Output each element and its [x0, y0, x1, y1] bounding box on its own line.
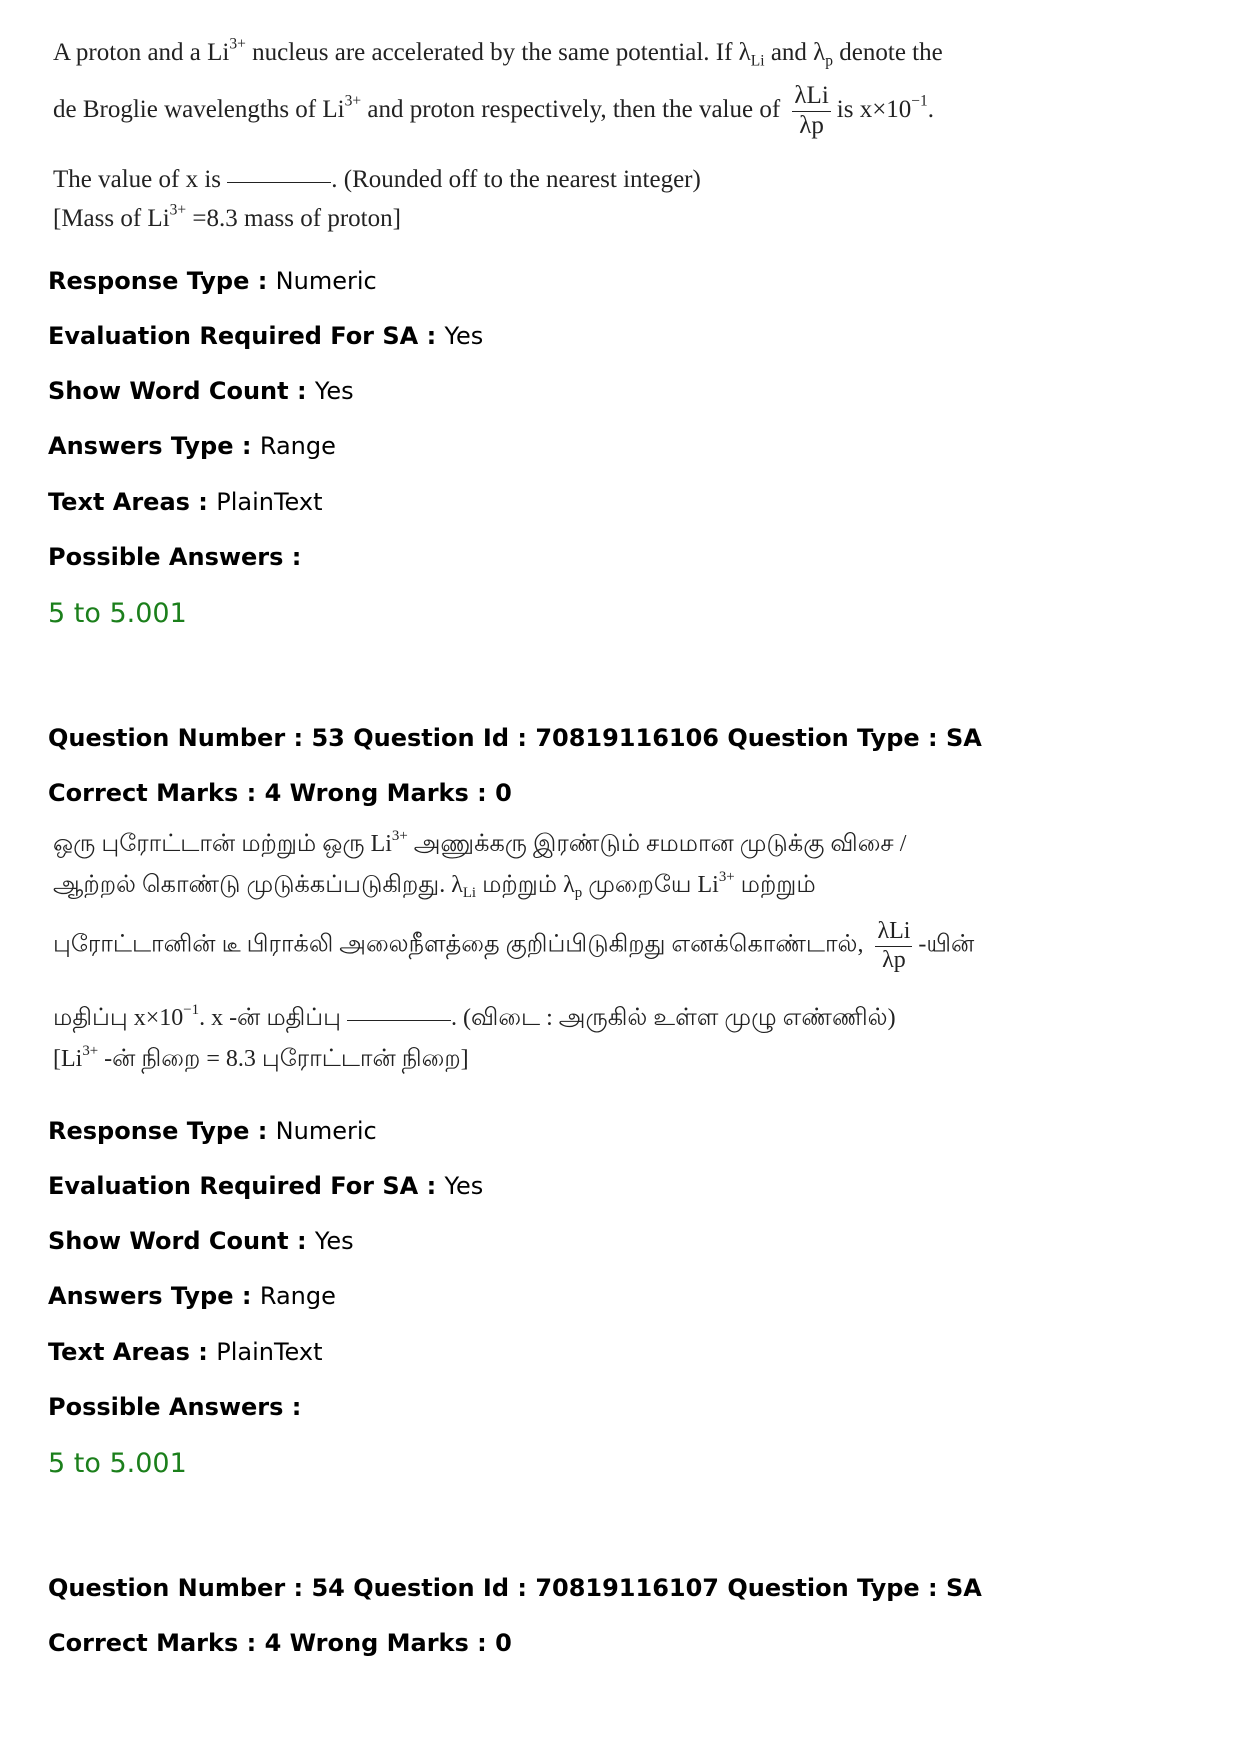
q53-possible-answers-label: Possible Answers : [48, 1393, 302, 1421]
answer-blank [347, 1019, 451, 1021]
q53-answers-type: Answers Type : Range [48, 1282, 336, 1310]
q53-header: Question Number : 53 Question Id : 70819116106 Question Type : SA [48, 724, 982, 752]
q53-tamil-line-2: ஆற்றல் கொண்டு முடுக்கப்படுகிறது. $\lambda_{Li}$ மற்றும் $\lambda_p$ முறையே $Li^{3+}$ மற்றும் [53, 868, 816, 902]
q53-fraction: $\frac{\text{λLi}}{\lambda p}$ [877, 918, 911, 973]
q52-line-3: The value of x is . (Rounded off to the nearest integer) [53, 166, 701, 193]
q52-show-word-count: Show Word Count : Yes [48, 377, 354, 405]
q52-text-areas: Text Areas : PlainText [48, 488, 323, 516]
q54-header: Question Number : 54 Question Id : 70819116107 Question Type : SA [48, 1574, 982, 1602]
q53-evaluation-required: Evaluation Required For SA : Yes [48, 1172, 484, 1200]
q52-possible-answer: 5 to 5.001 [48, 598, 187, 629]
q53-marks: Correct Marks : 4 Wrong Marks : 0 [48, 779, 512, 807]
q53-show-word-count: Show Word Count : Yes [48, 1227, 354, 1255]
q53-tamil-line-5: [$Li^{3+}$ -ன் நிறை = 8.3 புரோட்டான் நிறை] [53, 1042, 469, 1072]
q52-answers-type: Answers Type : Range [48, 432, 336, 460]
q52-line-4: [Mass of $Li^{3+} =8.3$ mass of proton] [53, 201, 401, 232]
q53-text-areas: Text Areas : PlainText [48, 1338, 323, 1366]
q52-line-1: A proton and a $Li^{3+}$ nucleus are accelerated by the same potential. If $\lambda_{Li}$ and $\lambda_p$ denote the [53, 35, 943, 70]
q53-possible-answer: 5 to 5.001 [48, 1448, 187, 1479]
q52-line-2: de Broglie wavelengths of $Li^{3+}$ and proton respectively, then the value of $\frac{\text{λLi}}{\lambda p}$ is $x\times 10^{-1}$. [53, 82, 935, 139]
q54-marks: Correct Marks : 4 Wrong Marks : 0 [48, 1629, 512, 1657]
q52-response-type: Response Type : Numeric [48, 267, 377, 295]
q53-tamil-line-3: புரோட்டானின் டீ பிராக்லி அலைநீளத்தை குறிப்பிடுகிறது எனக்கொண்டால், $\frac{\text{λLi}}{\lambda p}$ -யின் [53, 918, 975, 973]
q52-fraction: $\frac{\text{λLi}}{\lambda p}$ [794, 82, 829, 139]
q52-possible-answers-label: Possible Answers : [48, 543, 302, 571]
answer-blank [227, 181, 331, 183]
q53-tamil-line-4: மதிப்பு $x\times 10^{-1}$. x -ன் மதிப்பு . (விடை : அருகில் உள்ள முழு எண்ணில்) [53, 1001, 896, 1031]
q53-tamil-line-1: ஒரு புரோட்டான் மற்றும் ஒரு $Li^{3+}$ அணுக்கரு இரண்டும் சமமான முடுக்கு விசை / [53, 827, 907, 857]
q52-evaluation-required: Evaluation Required For SA : Yes [48, 322, 484, 350]
q53-response-type: Response Type : Numeric [48, 1117, 377, 1145]
